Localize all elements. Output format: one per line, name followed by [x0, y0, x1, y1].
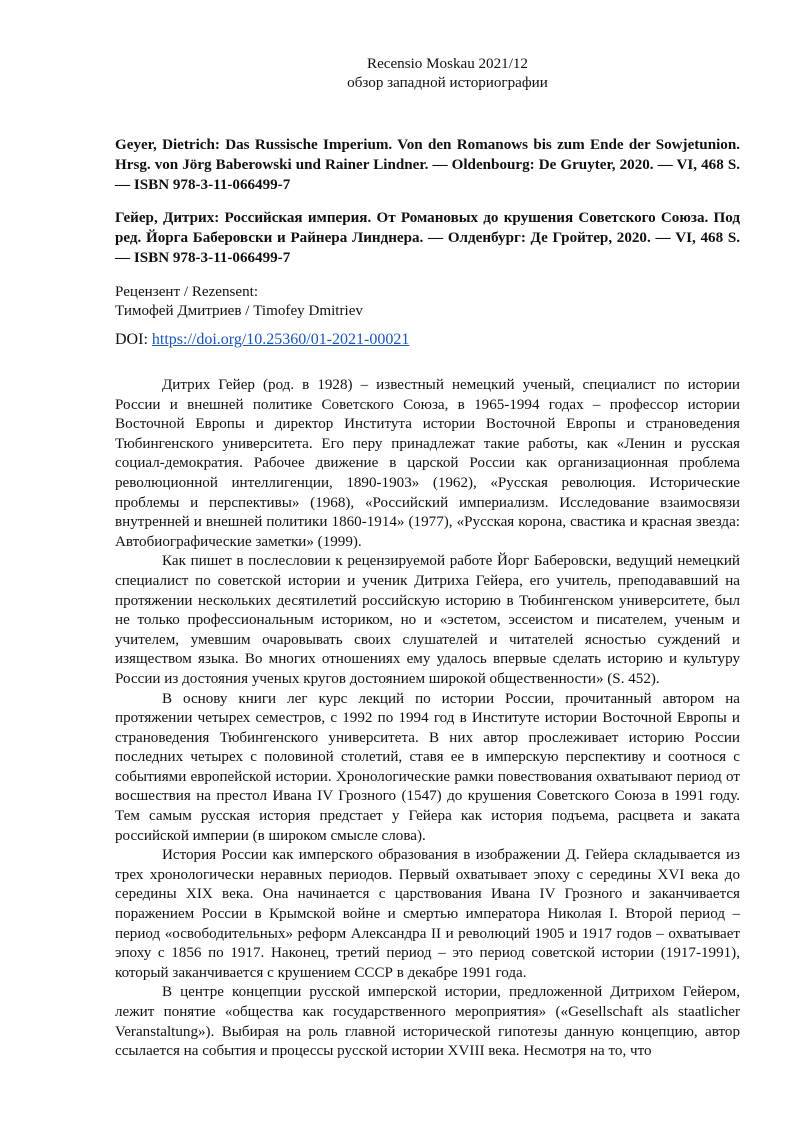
paragraph: Дитрих Гейер (род. в 1928) – известный немецкий ученый, специалист по истории России и внешней политике Советского Союза, в 1965-1994 годах – профессор истории Восточной Европы и директор Института истории Восточной Европы и страноведения Тюбингенского университета. Его перу принадлежат такие работы, как «Ленин и русская социал-демократия. Рабочее движение в царской России как организационная проблема революционной интеллигенции, 1890-1903» (1962), «Русская революция. Исторические проблемы и перспективы» (1968), «Российский империализм. Исследование взаимосвязи внутренней и внешней политики 1860-1914» (1977), «Русская корона, свастика и красная звезда: Автобиографические заметки» (1999). [115, 377, 740, 550]
doi-line [115, 331, 409, 349]
paragraph: История России как имперского образования в изображении Д. Гейера складывается из трех хронологически неравных периодов. Первый охватывает эпоху с середины XVI века до середины XIX века. Она начинается с царствования Ивана IV Грозного и заканчивается поражением России в Крымской войне и смертью императора Николая I. Второй период – период «освободительных» реформ Александра II и революций 1905 и 1917 годов – охватывает эпоху с 1856 по 1917. Наконец, третий период – это период советской истории (1917-1991), который заканчивается с крушением СССР в декабре 1991 года. [115, 847, 740, 981]
doi-link[interactable]: https://doi.org/10.25360/01-2021-00021 [151, 331, 410, 348]
bibliographic-entry-russian: Гейер, Дитрих: Российская империя. От Романовых до крушения Советского Союза. Под ред. Йорга Баберовски и Райнера Линднера. — Олденбург: Де Гройтер, 2020. — VI, 468 S. — ISBN 978-3-11-066499-7 [115, 210, 740, 266]
paragraph: Как пишет в послесловии к рецензируемой работе Йорг Баберовски, ведущий немецкий специалист по советской истории и ученик Дитриха Гейера, его учитель, преподававший на протяжении нескольких десятилетий российскую историю в Тюбингенском университете, был не только профессиональным историком, но и «эстетом, эссеистом и писателем, ученым и учителем, умевшим очаровывать своих слушателей и читателей ясностью суждений и изяществом языка. Во многих отношениях ему удалось впервые сделать историю и культуру России из достояния ученых кругов достоянием широкой общественности» (S. 452). [115, 553, 740, 687]
body-text [115, 376, 740, 1062]
reviewer-block [115, 283, 363, 321]
running-header [0, 55, 800, 93]
journal-subtitle: обзор западной историографии [347, 75, 548, 91]
journal-title: Recensio Moskau 2021/12 [367, 56, 528, 72]
reviewer-label: Рецензент / Rezensent: [115, 284, 259, 300]
reviewer-name: Тимофей Дмитриев / Timofey Dmitriev [115, 303, 363, 319]
paragraph: В основу книги лег курс лекций по истории России, прочитанный автором на протяжении четырех семестров, с 1992 по 1994 год в Институте истории Восточной Европы и страноведения Тюбингенского университета. В них автор прослеживает историю России последних четырех с половиной столетий, ставя ее в имперскую перспективу и соотнося с событиями европейской истории. Хронологические рамки повествования охватывают период от восшествия на престол Ивана IV Грозного (1547) до крушения Советского Союза в 1991 году. Тем самым русская история предстает у Гейера как история подъема, расцвета и заката российской империи (в широком смысле слова). [115, 690, 740, 844]
bibliographic-entry-german: Geyer, Dietrich: Das Russische Imperium. Von den Romanows bis zum Ende der Sowjetunion. Hrsg. von Jörg Baberowski und Rainer Lindner. — Oldenbourg: De Gruyter, 2020. — VI, 468 S. — ISBN 978-3-11-066499-7 [115, 137, 740, 193]
doi-label: DOI: [115, 331, 152, 348]
paragraph: В центре концепции русской имперской истории, предложенной Дитрихом Гейером, лежит понятие «общества как государственного мероприятия» («Gesellschaft als staatlicher Veranstaltung»). Выбирая на роль главной исторической гипотезы данную концепцию, автор ссылается на события и процессы русской истории XVIII века. Несмотря на то, что [115, 984, 740, 1060]
